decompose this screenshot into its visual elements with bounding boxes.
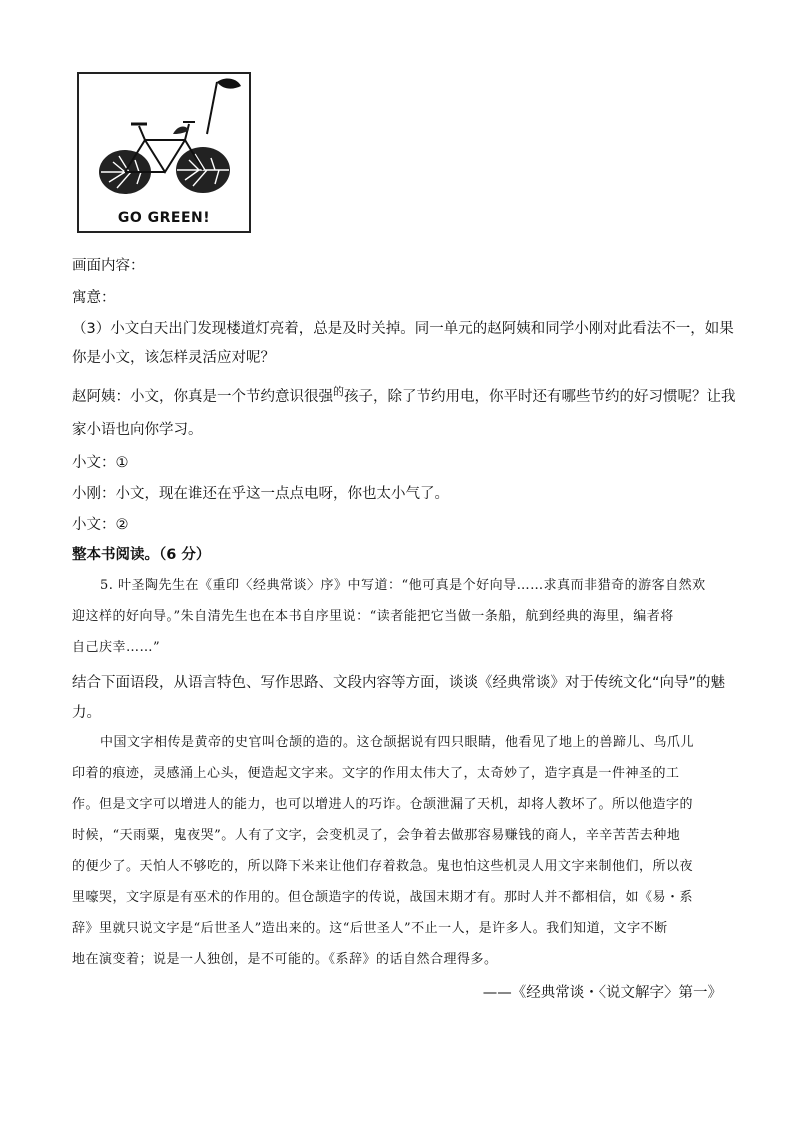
section-heading: 整本书阅读。（6 分）	[72, 547, 211, 563]
poster-caption: GO GREEN!	[117, 210, 211, 226]
dialogue-zhao-superscript: 的	[333, 385, 344, 398]
question-5-line-2: 迎这样的好向导。”朱自清先生也在本书自序里说：“读者能把它当做一条船，航到经典的海里，编者将	[72, 609, 674, 624]
dialogue-zhao-text-a: 赵阿姨：小文，你真是一个节约意识很强	[72, 389, 333, 405]
dialogue-zhao-text-b: 孩子，除了节约用电，你平时还有哪些节约的好习惯呢？让我	[344, 389, 736, 405]
passage-line-3: 作。但是文字可以增进人的能力，也可以增进人的巧诈。仓颉泄漏了天机，却将人教坏了。所以他造字的	[72, 797, 694, 812]
passage-line-4: 时候，“天雨粟，鬼夜哭”。人有了文字，会变机灵了，会争着去做那容易赚钱的商人，辛辛苦苦去种地	[72, 828, 681, 843]
question-5-line-3: 自己庆幸……”	[72, 640, 161, 655]
prompt-line-2: 力。	[72, 705, 101, 721]
question-3-line-1: （3）小文白天出门发现楼道灯亮着，总是及时关掉。同一单元的赵阿姨和同学小刚对此看法不一，如果	[72, 321, 734, 337]
dialogue-zhao-line-1	[72, 387, 736, 408]
passage-line-5: 的便少了。天怕人不够吃的，所以降下米来让他们存着救急。鬼也怕这些机灵人用文字来制他们，所以夜	[72, 859, 694, 874]
go-green-poster	[77, 72, 251, 233]
passage-line-1: 中国文字相传是黄帝的史官叫仓颉的造的。这仓颉据说有四只眼睛，他看见了地上的兽蹄儿、鸟爪儿	[100, 735, 695, 750]
passage-line-8: 地在演变着；说是一人独创，是不可能的。《系辞》的话自然合理得多。	[72, 952, 498, 967]
passage-source: ——《经典常谈・〈说文解字〉第一》	[482, 985, 722, 1001]
question-5-line-1: 5. 叶圣陶先生在《重印〈经典常谈〉序》中写道：“他可真是个好向导……求真而非猎奇的游客自然欢	[100, 578, 706, 593]
question-3-line-2: 你是小文，该怎样灵活应对呢？	[72, 350, 275, 366]
passage-line-6: 里嚎哭，文字原是有巫术的作用的。但仓颉造字的传说，战国末期才有。那时人并不都相信，如《易・系	[72, 890, 694, 905]
passage-line-2: 印着的痕迹，灵感涌上心头，便造起文字来。文字的作用太伟大了，太奇妙了，造字真是一件神圣的工	[72, 766, 680, 781]
passage-line-7: 辞》里就只说文字是“后世圣人”造出来的。这“后世圣人”不止一人，是许多人。我们知道，文字不断	[72, 921, 668, 936]
prompt-line-1: 结合下面语段，从语言特色、写作思路、文段内容等方面，谈谈《经典常谈》对于传统文化“向导”的魅	[72, 675, 726, 691]
dialogue-xiaowen-1: 小文：①	[72, 455, 129, 471]
question-label-meaning: 寓意：	[72, 290, 116, 306]
question-label-content: 画面内容：	[72, 258, 145, 274]
leaf-bicycle-icon	[79, 74, 249, 231]
dialogue-zhao-line-2: 家小语也向你学习。	[72, 422, 203, 438]
dialogue-xiaowen-2: 小文：②	[72, 517, 129, 533]
dialogue-xiaogang: 小刚：小文，现在谁还在乎这一点点电呀，你也太小气了。	[72, 486, 449, 502]
